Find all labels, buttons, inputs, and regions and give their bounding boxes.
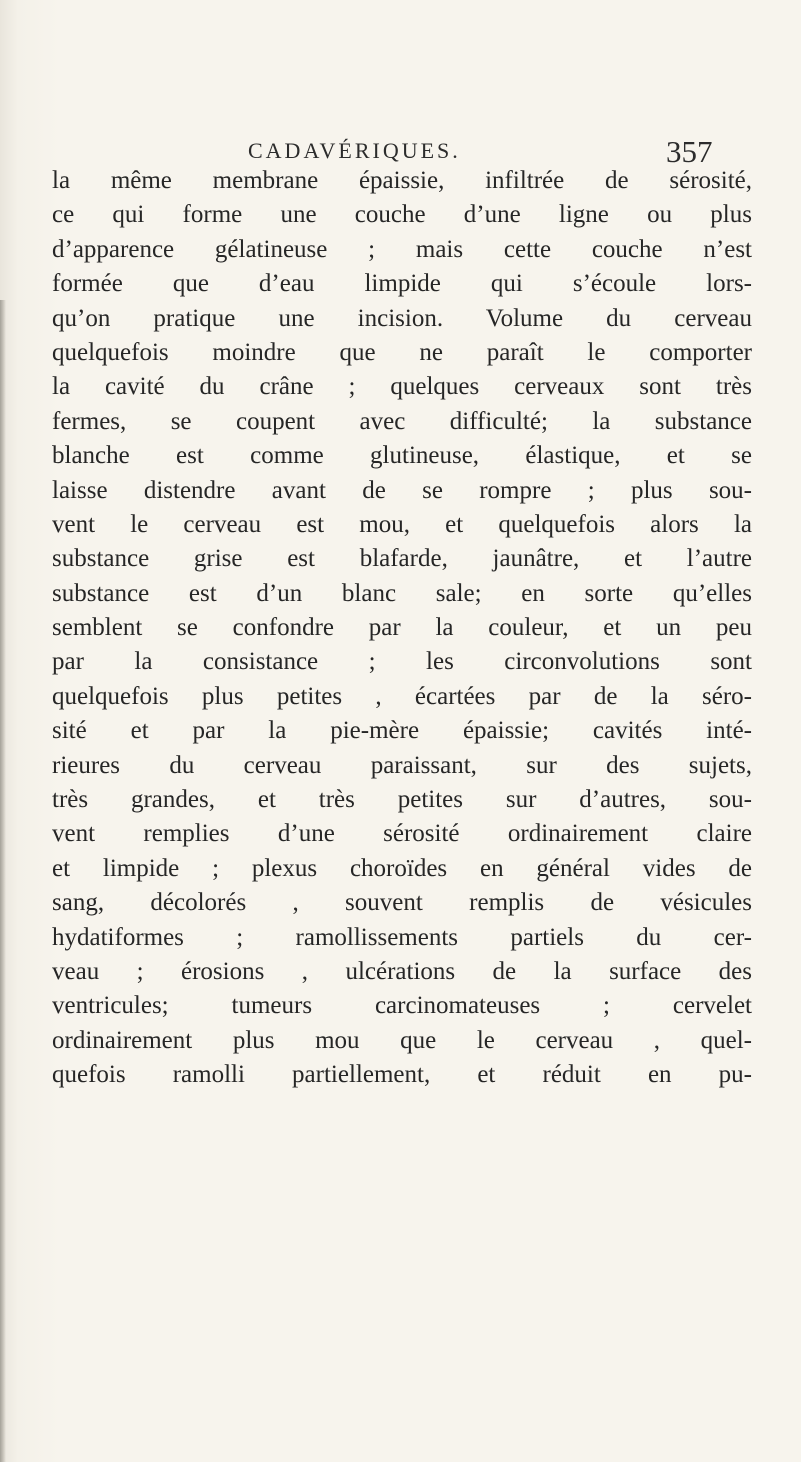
text-line: et limpide ; plexus choroïdes en général vides de — [52, 854, 752, 882]
page-gutter-shadow — [0, 300, 6, 1462]
text-line: rieures du cerveau paraissant, sur des sujets, — [52, 751, 752, 779]
text-line: hydatiformes ; ramollissements partiels du cer- — [52, 923, 752, 951]
text-line: ventricules; tumeurs carcinomateuses ; cervelet — [52, 992, 752, 1020]
text-line: la même membrane épaissie, infiltrée de sérosité, — [52, 167, 752, 194]
text-line: quelquefois moindre que ne paraît le comporter — [52, 338, 752, 366]
text-line: ce qui forme une couche d’une ligne ou plus — [52, 201, 752, 229]
text-line: quefois ramolli partiellement, et réduit en pu- — [52, 1061, 752, 1089]
body-text — [52, 164, 752, 1093]
running-title: CADAVÉRIQUES. — [248, 138, 461, 163]
text-line: blanche est comme glutineuse, élastique, et se — [52, 442, 752, 470]
text-line: la cavité du crâne ; quelques cerveaux sont très — [52, 373, 752, 401]
text-line: très grandes, et très petites sur d’autres, sou- — [52, 786, 752, 814]
text-line: substance est d’un blanc sale; en sorte qu’elles — [52, 579, 752, 607]
page-number: 357 — [666, 134, 713, 169]
text-line: semblent se confondre par la couleur, et un peu — [52, 614, 752, 642]
text-line: quelquefois plus petites , écartées par de la séro- — [52, 682, 752, 710]
text-line: sang, décolorés , souvent remplis de vésicules — [52, 889, 752, 917]
text-line: laisse distendre avant de se rompre ; plus sou- — [52, 476, 752, 504]
text-line: qu’on pratique une incision. Volume du cerveau — [52, 304, 752, 332]
text-line: ordinairement plus mou que le cerveau , quel- — [52, 1026, 752, 1054]
text-line: fermes, se coupent avec difficulté; la substance — [52, 407, 752, 435]
text-line: formée que d’eau limpide qui s’écoule lors- — [52, 270, 752, 298]
text-line: vent remplies d’une sérosité ordinairement claire — [52, 820, 752, 848]
text-line: substance grise est blafarde, jaunâtre, et l’autre — [52, 545, 752, 573]
text-line: veau ; érosions , ulcérations de la surface des — [52, 957, 752, 985]
text-line: vent le cerveau est mou, et quelquefois alors la — [52, 510, 752, 538]
text-line: sité et par la pie-mère épaissie; cavités inté- — [52, 717, 752, 745]
text-line: d’apparence gélatineuse ; mais cette couche n’est — [52, 235, 752, 263]
text-line: par la consistance ; les circonvolutions sont — [52, 648, 752, 676]
